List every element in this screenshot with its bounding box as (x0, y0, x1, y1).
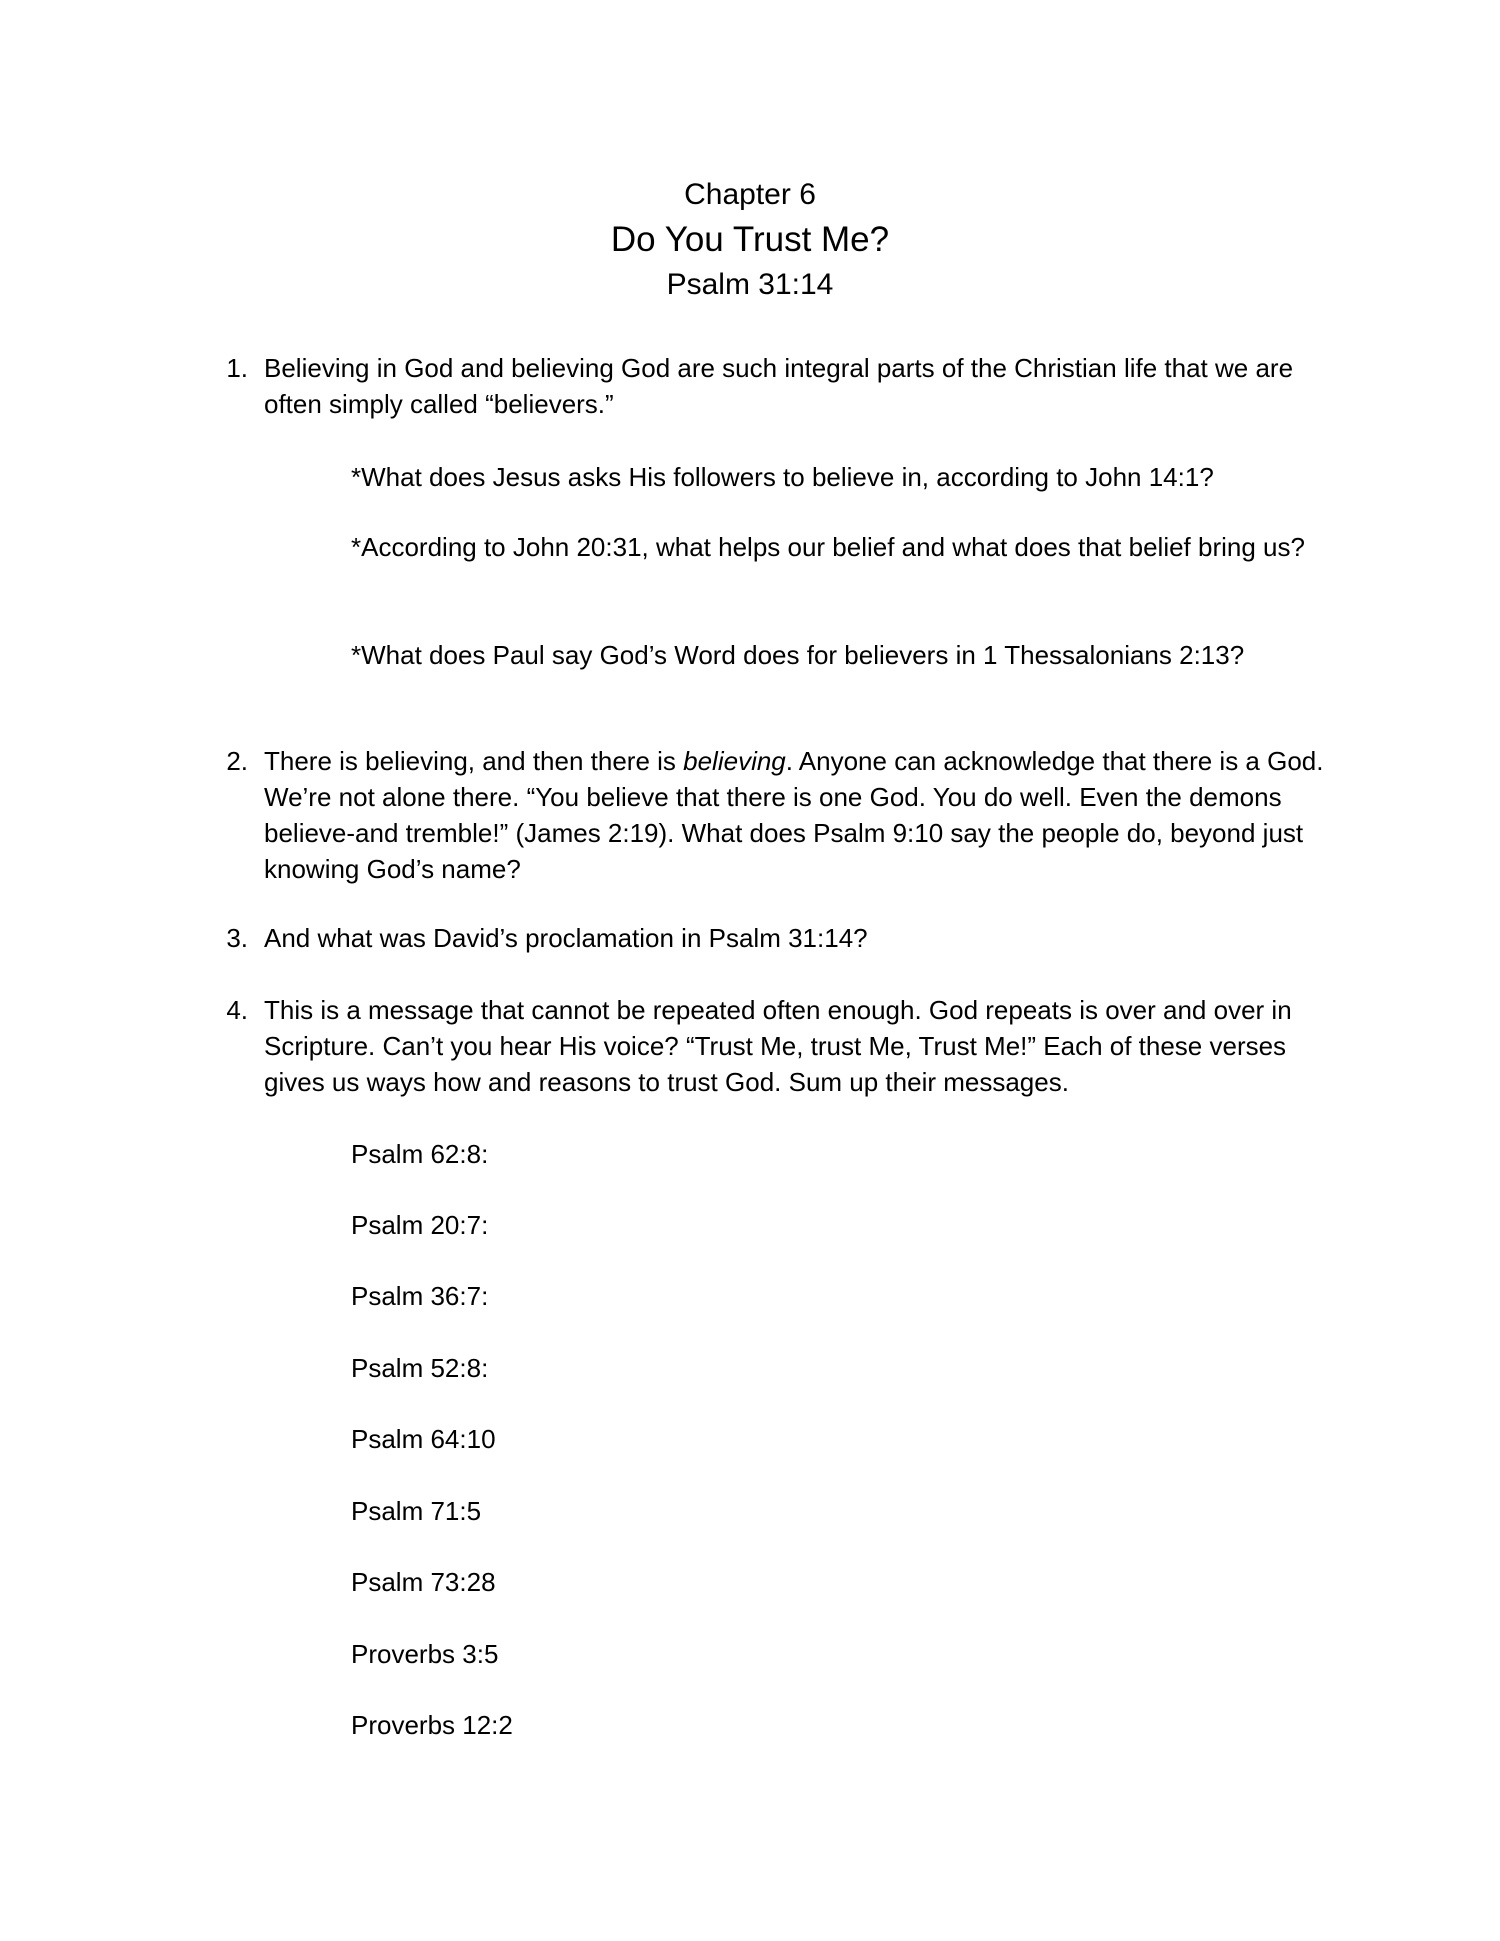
question-2-text-after: . Anyone can acknowledge that there is a God. We’re not alone there. “You believe that there is one God. You do well. Even the demons believe-and tremble!” (James 2:19). What does Psalm 9:10 say the people do, beyond just knowing God’s name? (264, 746, 1324, 884)
question-1-number: 1. (226, 353, 248, 383)
verse-item: Psalm 73:28 (351, 1567, 496, 1597)
question-4-number: 4. (226, 995, 248, 1025)
question-2-text (264, 743, 1324, 887)
verse-item: Psalm 62:8: (351, 1139, 489, 1169)
verse-item: Psalm 36:7: (351, 1281, 489, 1311)
question-3-text: And what was David’s proclamation in Psalm 31:14? (264, 923, 868, 953)
verse-item: Proverbs 12:2 (351, 1710, 513, 1740)
question-2-number: 2. (226, 746, 248, 776)
chapter-label: Chapter 6 (684, 178, 816, 211)
question-1-sub-1: *What does Jesus asks His followers to believe in, according to John 14:1? (351, 462, 1214, 492)
question-4-text: This is a message that cannot be repeated often enough. God repeats is over and over in Scripture. Can’t you hear His voice? “Trust Me, trust Me, Trust Me!” Each of these verses gives us ways how and reasons to trust God. Sum up their messages. (264, 995, 1292, 1097)
verse-item: Psalm 64:10 (351, 1424, 496, 1454)
question-2-text-before: There is believing, and then there is (264, 746, 684, 776)
verse-item: Psalm 71:5 (351, 1496, 482, 1526)
question-3-number: 3. (226, 923, 248, 953)
verse-item: Psalm 20:7: (351, 1210, 489, 1240)
question-1-sub-2: *According to John 20:31, what helps our belief and what does that belief bring us? (351, 532, 1305, 562)
question-2-emphasis: believing (683, 746, 786, 776)
verse-item: Psalm 52:8: (351, 1353, 489, 1383)
question-1-text: Believing in God and believing God are such integral parts of the Christian life that we are often simply called “believers.” (264, 353, 1294, 419)
question-1-sub-3: *What does Paul say God’s Word does for believers in 1 Thessalonians 2:13? (351, 640, 1245, 670)
verse-item: Proverbs 3:5 (351, 1639, 499, 1669)
chapter-title: Do You Trust Me? (610, 220, 890, 259)
chapter-reference: Psalm 31:14 (666, 268, 834, 301)
